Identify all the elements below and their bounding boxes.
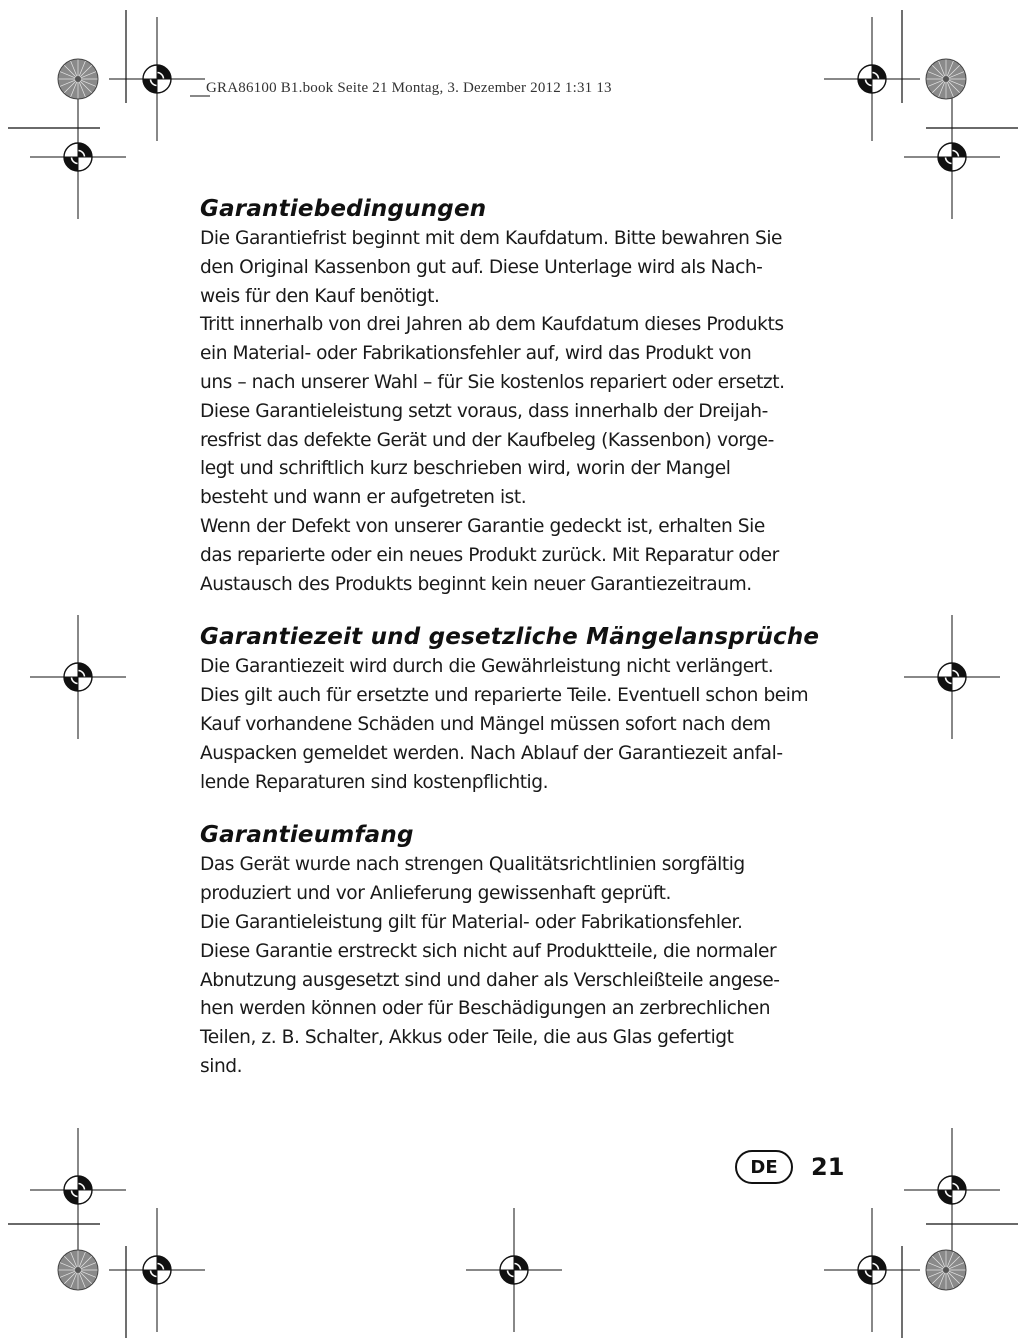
color-wheel-icon [58,59,98,99]
section-warranty-conditions [200,193,860,599]
section-warranty-scope [200,819,860,1081]
registration-mark-icon [30,615,126,739]
page-number: 21 [811,1153,845,1181]
registration-mark-icon [904,95,1000,219]
color-wheel-icon [926,59,966,99]
page-footer [735,1148,844,1186]
language-badge: DE [735,1150,793,1184]
paragraph: Das Gerät wurde nach strengen Qualitätsrichtlinien sorgfältig produziert und vor Anlieferung gewissenhaft geprüft. [200,854,745,905]
registration-mark-icon [904,615,1000,739]
section-heading: Garantiebedingungen [200,196,487,222]
registration-mark-icon [466,1208,562,1332]
registration-mark-icon [109,17,205,141]
registration-mark-icon [824,1208,920,1332]
paragraph: Tritt innerhalb von drei Jahren ab dem Kaufdatum dieses Produkts ein Material- oder Fabrikationsfehler auf, wird das Produkt von uns – nach unserer Wahl – für Sie kostenlos repariert oder ersetzt. Diese Garantieleistung setzt voraus, dass innerhalb der Dreijah- resfrist das defekte Gerät und der Kaufbeleg (Kassenbon) vorge- legt und schriftlich kurz beschrieben wird, worin der Mangel besteht und wann er aufgetreten ist. [200,314,785,509]
registration-mark-icon [30,95,126,219]
paragraph: Die Garantiezeit wird durch die Gewährleistung nicht verlängert. Dies gilt auch für ersetzte und reparierte Teile. Eventuell schon beim Kauf vorhandene Schäden und Mängel müssen sofort nach dem Auspacken gemeldet werden. Nach Ablauf der Garantiezeit anfal- lende Reparaturen sind kostenpflichtig. [200,656,809,793]
section-heading: Garantieumfang [200,822,414,849]
color-wheel-icon [926,1250,966,1290]
section-heading: Garantiezeit und gesetzliche Mängelansprüche [200,624,820,651]
registration-mark-icon [904,1128,1000,1252]
color-wheel-icon [58,1250,98,1290]
section-warranty-period [200,621,860,797]
paragraph: Die Garantiefrist beginnt mit dem Kaufdatum. Bitte bewahren Sie den Original Kassenbon gut auf. Diese Unterlage wird als Nach- weis für den Kauf benötigt. [200,228,783,307]
registration-mark-icon [109,1208,205,1332]
warranty-content [200,193,860,1104]
registration-mark-icon [824,17,920,141]
print-slug-header: GRA86100 B1.book Seite 21 Montag, 3. Dezember 2012 1:31 13 [206,80,612,96]
paragraph: Wenn der Defekt von unserer Garantie gedeckt ist, erhalten Sie das reparierte oder ein neues Produkt zurück. Mit Reparatur oder Austausch des Produkts beginnt kein neuer Garantiezeitraum. [200,515,779,595]
registration-mark-icon [30,1128,126,1252]
paragraph: Die Garantieleistung gilt für Material- oder Fabrikationsfehler. Diese Garantie erstreckt sich nicht auf Produktteile, die normaler Abnutzung ausgesetzt sind und daher als Verschleißteile angese- hen werden können oder für Beschädigungen an zerbrechlichen Teilen, z. B. Schalter, Akkus oder Teile, die aus Glas gefertigt sind. [200,911,780,1077]
